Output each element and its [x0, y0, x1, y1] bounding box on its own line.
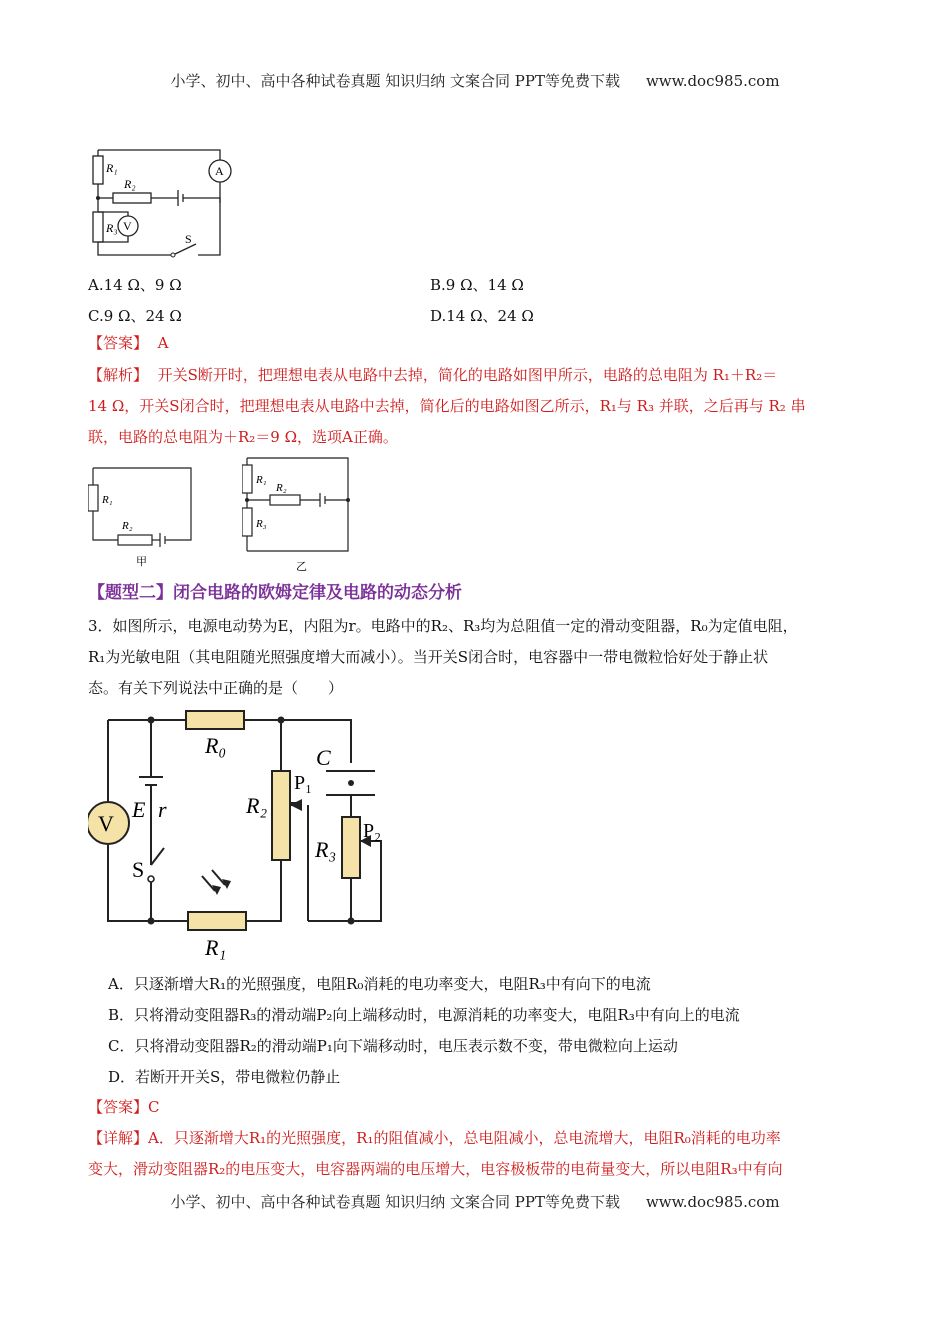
- jia-label-r2: R₂: [122, 520, 133, 532]
- q2-label-r1: R₁: [106, 161, 118, 175]
- q2-label-r2: R₂: [124, 177, 136, 191]
- q2-label-voltmeter: V: [123, 219, 132, 233]
- q3-label-r0: R₀: [205, 733, 227, 758]
- footer-site: www.doc985.com: [645, 1193, 780, 1211]
- header-text: 小学、初中、高中各种试卷真题 知识归纳 文案合同 PPT等免费下载: [170, 72, 620, 90]
- q3-detail-text-1: A．只逐渐增大R₁的光照强度，R₁的阻值减小，总电阻减小，总电流增大，电阻R₀消耗的电功率: [148, 1129, 781, 1147]
- q3-label-s: S: [132, 857, 145, 882]
- q3-answer: [88, 1097, 160, 1117]
- section-title: 【题型二】闭合电路的欧姆定律及电路的动态分析: [88, 583, 462, 603]
- q2-label-ammeter: A: [215, 164, 224, 178]
- jia-label-r1: R₁: [102, 494, 113, 506]
- q3-circuit-figure: [88, 705, 393, 965]
- q3-option-c: C．只将滑动变阻器R₂的滑动端P₁向下端移动时，电压表示数不变，带电微粒向上运动: [108, 1037, 678, 1055]
- yi-label-r1: R₁: [256, 474, 267, 486]
- q2-option-a: A.14 Ω、9 Ω: [88, 276, 182, 294]
- yi-label-r2: R₂: [276, 482, 287, 494]
- q2-option-b: B.9 Ω、14 Ω: [430, 276, 524, 294]
- q3-label-r2: R₂: [246, 793, 268, 818]
- figure-yi: [242, 455, 352, 573]
- q2-answer-value: A: [157, 334, 169, 352]
- q2-analysis-line-1: [88, 365, 777, 385]
- jia-caption: 甲: [136, 556, 147, 568]
- q3-option-d: D．若断开开关S，带电微粒仍静止: [108, 1068, 341, 1086]
- q3-answer-value: C: [148, 1098, 160, 1116]
- q2-circuit-figure: [88, 140, 238, 260]
- q2-analysis-line-2: 14 Ω，开关S闭合时，把理想电表从电路中去掉，简化后的电路如图乙所示，R₁与 R₃ 并联，之后再与 R₂ 串: [88, 397, 806, 415]
- header-site: www.doc985.com: [645, 72, 780, 90]
- q3-stem-line-2: R₁为光敏电阻（其电阻随光照强度增大而减小）。当开关S闭合时，电容器中一带电微粒恰好处于静止状: [88, 648, 769, 666]
- footer-text: 小学、初中、高中各种试卷真题 知识归纳 文案合同 PPT等免费下载: [170, 1193, 620, 1211]
- q3-label-v: V: [98, 811, 114, 836]
- q3-label-r1: R₁: [205, 935, 227, 960]
- q3-stem-line-3: 态。有关下列说法中正确的是（ ）: [88, 679, 344, 697]
- q2-analysis-text-1: 开关S断开时，把理想电表从电路中去掉，简化的电路如图甲所示，电路的总电阻为 R₁＋R₂＝: [157, 366, 778, 384]
- yi-label-r3: R₃: [256, 518, 267, 530]
- q3-label-r: r: [158, 797, 167, 822]
- q3-stem-line-1: 3．如图所示，电源电动势为E，内阻为r。电路中的R₂、R₃均为总阻值一定的滑动变阻器，R₀为定值电阻，: [88, 617, 798, 635]
- q3-label-c: C: [316, 745, 331, 770]
- q3-option-b: B．只将滑动变阻器R₃的滑动端P₂向上端移动时，电源消耗的功率变大，电阻R₃中有向上的电流: [108, 1006, 740, 1024]
- q3-option-a: A．只逐渐增大R₁的光照强度，电阻R₀消耗的电功率变大，电阻R₃中有向下的电流: [108, 975, 651, 993]
- q3-label-p1: P₁: [294, 772, 313, 794]
- q3-detail-line-1: [88, 1128, 781, 1148]
- q2-answer: [88, 333, 168, 353]
- page-header: [0, 70, 950, 91]
- yi-caption: 乙: [296, 561, 307, 573]
- q2-analysis-line-3: 联，电路的总电阻为＋R₂＝9 Ω，选项A正确。: [88, 428, 398, 446]
- q3-answer-label: 【答案】: [88, 1098, 149, 1116]
- q3-detail-line-2: 变大，滑动变阻器R₂的电压变大，电容器两端的电压增大，电容极板带的电荷量变大，所以电阻R₃中有向: [88, 1160, 783, 1178]
- q3-detail-label: 【详解】: [88, 1129, 149, 1147]
- q2-analysis-label: 【解析】: [88, 366, 149, 384]
- figure-jia: [88, 463, 198, 568]
- q3-label-p2: P₂: [363, 820, 382, 842]
- q2-option-c: C.9 Ω、24 Ω: [88, 307, 182, 325]
- q2-answer-label: 【答案】: [88, 334, 149, 352]
- q3-label-r3: R₃: [315, 837, 337, 862]
- q2-option-d: D.14 Ω、24 Ω: [430, 307, 534, 325]
- q2-label-switch: S: [185, 232, 192, 246]
- page-footer: [0, 1191, 950, 1212]
- q3-label-e: E: [132, 797, 146, 822]
- q2-label-r3: R₃: [106, 221, 118, 235]
